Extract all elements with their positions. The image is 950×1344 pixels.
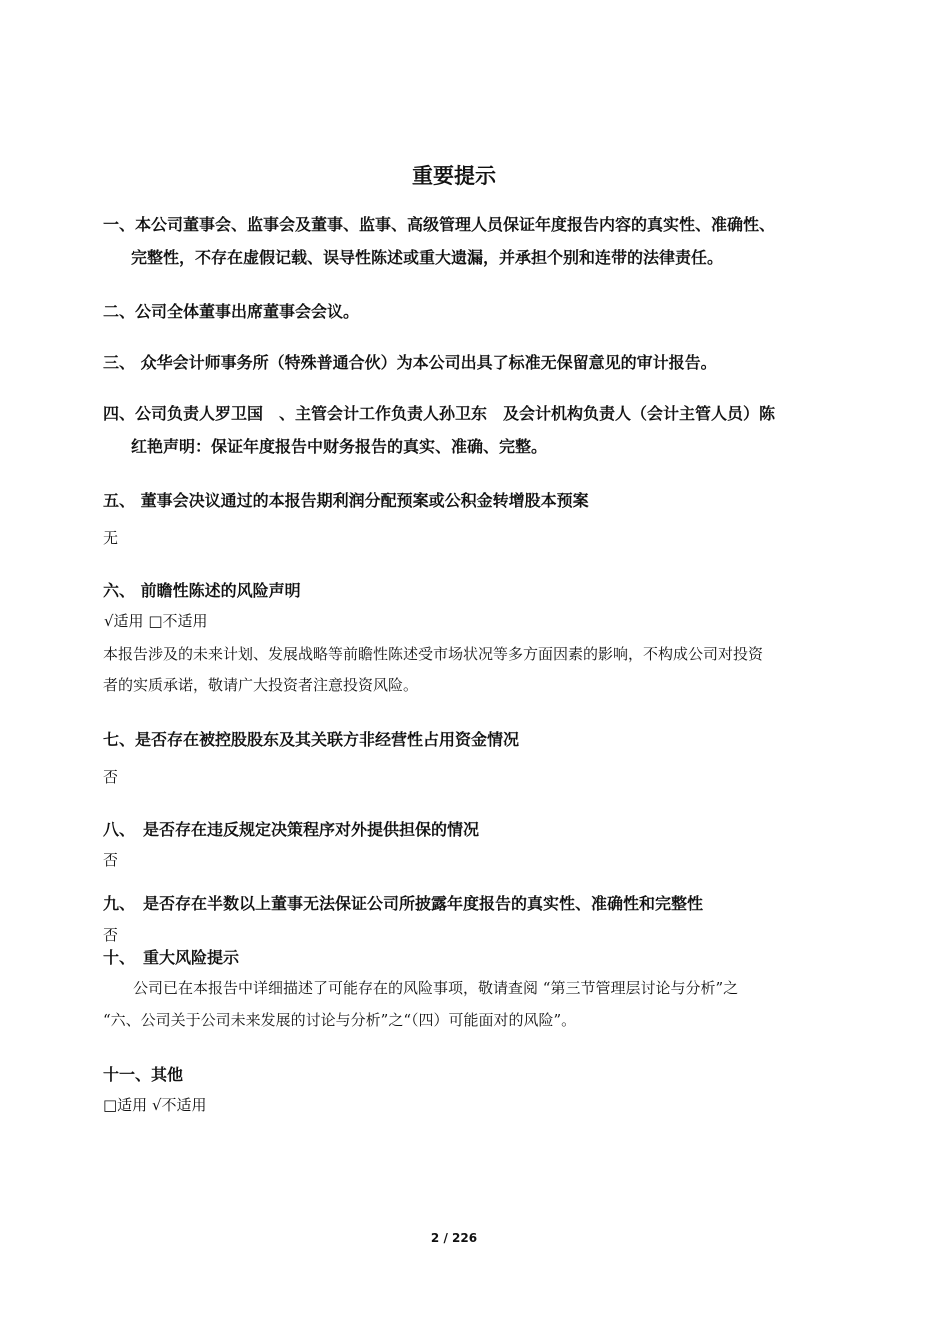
section-11-heading: 十一、其他 [103,1065,184,1084]
page-number: 2 / 226 [430,1231,478,1245]
section-11-options: □适用 √不适用 [103,1096,207,1114]
section-8-heading: 八、 是否存在违反规定决策程序对外提供担保的情况 [103,820,480,839]
section-6-options: √适用 □不适用 [104,612,208,630]
section-9-heading: 九、 是否存在半数以上董事无法保证公司所披露年度报告的真实性、准确性和完整性 [103,894,704,913]
page-title: 重要提示 [412,164,496,188]
section-2: 二、公司全体董事出席董事会会议。 [103,302,360,321]
section-10-heading: 十、 重大风险提示 [103,948,240,967]
section-8-body: 否 [103,851,119,869]
section-5-body: 无 [103,529,119,547]
section-7-heading: 七、是否存在被控股股东及其关联方非经营性占用资金情况 [103,730,520,749]
section-7-body: 否 [103,768,119,786]
section-1-line-1: 一、本公司董事会、监事会及董事、监事、高级管理人员保证年度报告内容的真实性、准确性、 [103,215,776,234]
section-4-line-1: 四、公司负责人罗卫国 、主管会计工作负责人孙卫东 及会计机构负责人（会计主管人员）陈 [103,404,776,423]
section-6-heading: 六、 前瞻性陈述的风险声明 [103,581,301,600]
section-5-heading: 五、 董事会决议通过的本报告期利润分配预案或公积金转增股本预案 [103,491,589,510]
section-9-body: 否 [103,926,119,944]
section-3: 三、 众华会计师事务所（特殊普通合伙）为本公司出具了标准无保留意见的审计报告。 [103,353,717,372]
section-10-body-line-2: “六、公司关于公司未来发展的讨论与分析”之“（四）可能面对的风险”。 [103,1011,577,1029]
section-6-body-line-2: 者的实质承诺，敬请广大投资者注意投资风险。 [103,676,419,694]
section-4-line-2: 红艳声明：保证年度报告中财务报告的真实、准确、完整。 [131,437,548,456]
section-10-body-line-1: 公司已在本报告中详细描述了可能存在的风险事项，敬请查阅 “第三节管理层讨论与分析”之 [133,979,739,997]
section-1-line-2: 完整性，不存在虚假记载、误导性陈述或重大遗漏，并承担个别和连带的法律责任。 [131,248,724,267]
section-6-body-line-1: 本报告涉及的未来计划、发展战略等前瞻性陈述受市场状况等多方面因素的影响，不构成公司对投资 [103,645,764,663]
